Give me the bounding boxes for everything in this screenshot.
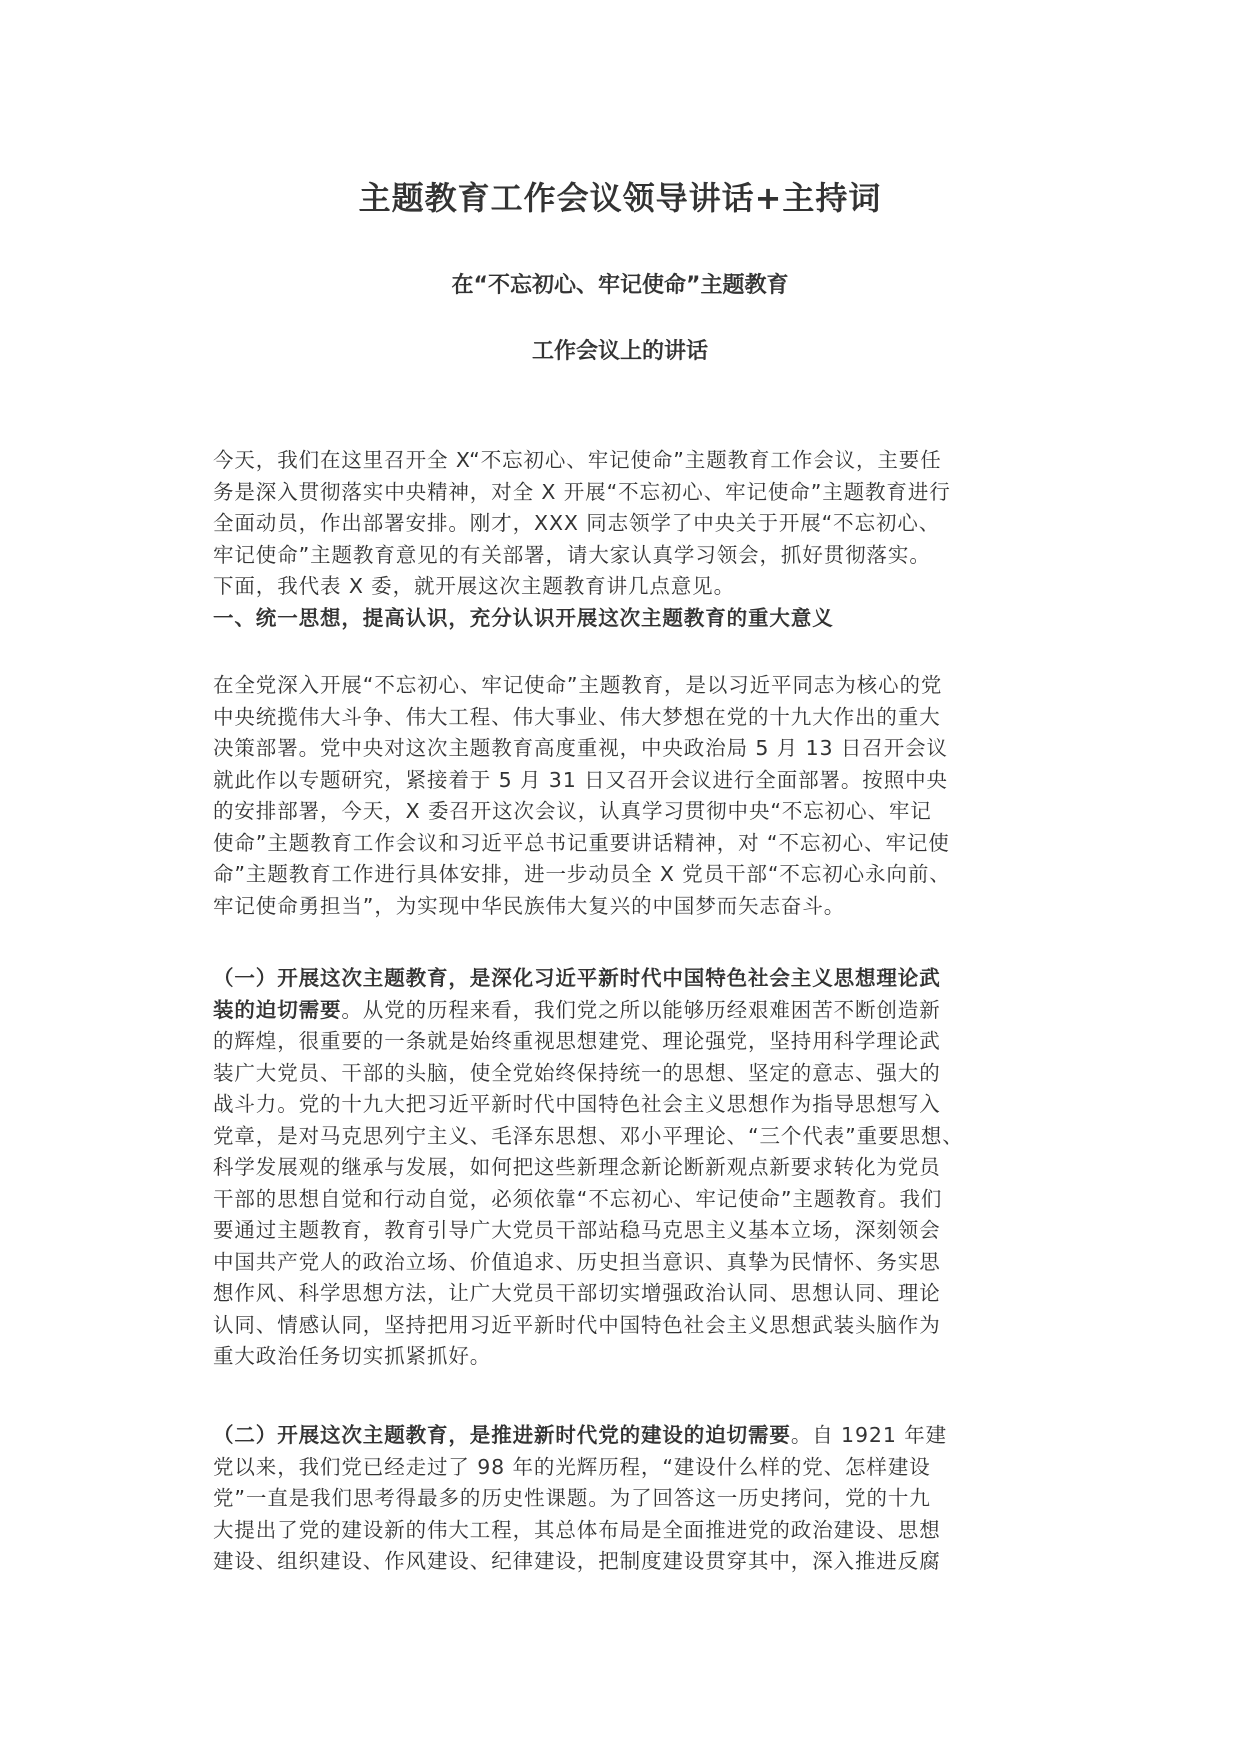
text-line: 全面动员，作出部署安排。刚才，XXX 同志领学了中央关于开展“不忘初心、 [213, 511, 941, 535]
text-line: 干部的思想自觉和行动自觉，必须依靠“不忘初心、牢记使命”主题教育。我们 [213, 1186, 943, 1211]
paragraph-significance [213, 670, 1028, 922]
text-line: 务是深入贯彻落实中央精神，对全 X 开展“不忘初心、牢记使命”主题教育进行 [213, 479, 951, 504]
text-run: 。从党的历程来看，我们党之所以能够历经艰难困苦不断创造新 [341, 997, 941, 1022]
text-run: 。自 1921 年建 [790, 1423, 948, 1447]
text-line: 党章，是对马克思列宁主义、毛泽东思想、邓小平理论、“三个代表”重要思想、 [213, 1123, 964, 1148]
speech-subtitle-line2: 工作会议上的讲话 [531, 339, 708, 364]
paragraph-opening [213, 445, 1028, 634]
text-line: 装广大党员、干部的头脑，使全党始终保持统一的思想、坚定的意志、强大的 [213, 1060, 941, 1085]
document-title: 主题教育工作会议领导讲话+主持词 [358, 179, 882, 217]
section-heading-1: 一、统一思想，提高认识，充分认识开展这次主题教育的重大意义 [213, 605, 834, 630]
text-line: 党以来，我们党已经走过了 98 年的光辉历程，“建设什么样的党、怎样建设 [213, 1454, 931, 1479]
text-line: 决策部署。党中央对这次主题教育高度重视，中央政治局 5 月 13 日召开会议 [213, 736, 948, 760]
text-line: 认同、情感认同，坚持把用习近平新时代中国特色社会主义思想武装头脑作为 [213, 1312, 941, 1337]
text-line: 使命”主题教育工作会议和习近平总书记重要讲话精神，对 “不忘初心、牢记使 [213, 830, 950, 855]
text-line: 要通过主题教育，教育引导广大党员干部站稳马克思主义基本立场，深刻领会 [213, 1218, 941, 1242]
point-1-heading: （一）开展这次主题教育，是深化习近平新时代中国特色社会主义思想理论武 [213, 966, 941, 990]
text-line [213, 1420, 1028, 1452]
text-line: 大提出了党的建设新的伟大工程，其总体布局是全面推进党的政治建设、思想 [213, 1517, 941, 1542]
paragraph-point-2 [213, 1420, 1028, 1578]
text-line: 牢记使命勇担当”，为实现中华民族伟大复兴的中国梦而矢志奋斗。 [213, 893, 846, 918]
text-line: 战斗力。党的十九大把习近平新时代中国特色社会主义思想作为指导思想写入 [213, 1092, 941, 1116]
text-line: 就此作以专题研究，紧接着于 5 月 31 日又召开会议进行全面部署。按照中央 [213, 767, 948, 792]
text-line: 科学发展观的继承与发展，如何把这些新理念新论断新观点新要求转化为党员 [213, 1155, 941, 1179]
text-line: 中央统揽伟大斗争、伟大工程、伟大事业、伟大梦想在党的十九大作出的重大 [213, 704, 941, 729]
text-line: 建设、组织建设、作风建设、纪律建设，把制度建设贯穿其中，深入推进反腐 [213, 1549, 941, 1573]
text-line: 下面，我代表 X 委，就开展这次主题教育讲几点意见。 [213, 574, 735, 598]
point-2-heading: （二）开展这次主题教育，是推进新时代党的建设的迫切需要 [213, 1423, 791, 1447]
text-line: 在全党深入开展“不忘初心、牢记使命”主题教育，是以习近平同志为核心的党 [213, 673, 943, 697]
text-line: 命”主题教育工作进行具体安排，进一步动员全 X 党员干部“不忘初心永向前、 [213, 862, 951, 886]
text-line: 今天，我们在这里召开全 X“不忘初心、牢记使命”主题教育工作会议，主要任 [213, 448, 942, 472]
paragraph-point-1 [213, 963, 1028, 1373]
text-line: 的安排部署，今天，X 委召开这次会议，认真学习贯彻中央“不忘初心、牢记 [213, 799, 932, 823]
point-1-heading-end: 装的迫切需要 [213, 997, 342, 1022]
text-line [213, 995, 1028, 1027]
text-line: 党”一直是我们思考得最多的历史性课题。为了回答这一历史拷问，党的十九 [213, 1486, 931, 1510]
text-line: 想作风、科学思想方法，让广大党员干部切实增强政治认同、思想认同、理论 [213, 1281, 941, 1305]
text-line: 牢记使命”主题教育意见的有关部署，请大家认真学习领会，抓好贯彻落实。 [213, 542, 931, 567]
text-line: 的辉煌，很重要的一条就是始终重视思想建党、理论强党，坚持用科学理论武 [213, 1029, 941, 1053]
text-line: 重大政治任务切实抓紧抓好。 [213, 1344, 492, 1368]
text-line: 中国共产党人的政治立场、价值追求、历史担当意识、真挚为民情怀、务实思 [213, 1249, 941, 1274]
speech-subtitle-line1: 在“不忘初心、牢记使命”主题教育 [451, 273, 789, 298]
